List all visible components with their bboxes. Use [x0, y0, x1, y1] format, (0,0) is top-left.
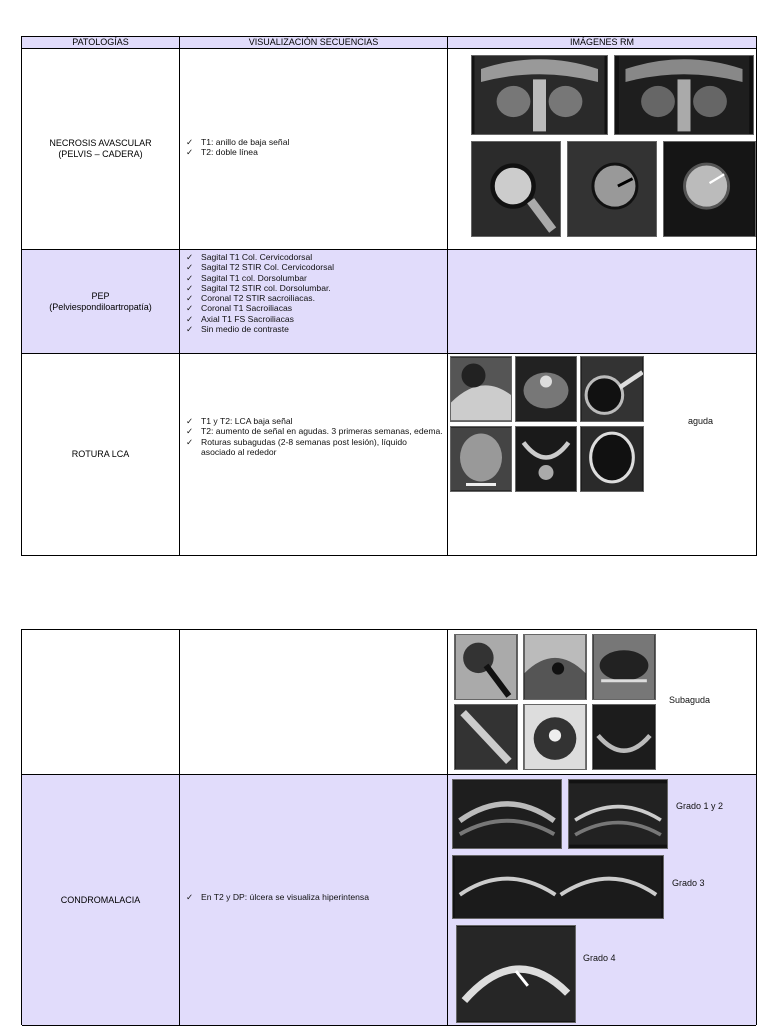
mri-image — [523, 704, 587, 770]
pathology-condromalacia — [22, 775, 180, 1025]
sequences-necrosis — [180, 49, 448, 249]
mri-image — [568, 779, 668, 849]
list-item: ✓ Axial T1 FS Sacroiliacas — [186, 314, 443, 324]
mri-image — [592, 704, 656, 770]
mri-image — [580, 426, 644, 492]
necrosis-title: NECROSIS AVASCULAR — [49, 138, 152, 148]
row-pep — [22, 250, 756, 354]
label-subaguda: Subaguda — [669, 695, 711, 705]
list-item: ✓ Coronal T2 STIR sacroiliacas. — [186, 293, 443, 303]
header-visualizacion: VISUALIZACIÓN SECUENCIAS — [180, 37, 448, 48]
row-necrosis-avascular — [22, 49, 756, 250]
list-item: ✓ Sagital T1 Col. Cervicodorsal — [186, 252, 443, 262]
lca-title: ROTURA LCA — [71, 449, 130, 459]
pep-subtitle: (Pelviespondiloartropatía) — [49, 301, 152, 312]
table-page-2 — [21, 629, 757, 1025]
mri-image — [452, 779, 562, 849]
mri-image — [450, 356, 512, 422]
list-item: ✓ T2: aumento de señal en agudas. 3 primeras semanas, edema. — [186, 426, 443, 436]
mri-image — [450, 426, 512, 492]
list-item: ✓ Coronal T1 Sacroiliacas — [186, 303, 443, 313]
row-condromalacia — [22, 775, 756, 1026]
images-necrosis — [448, 49, 756, 249]
list-item: ✓ Sagital T2 STIR col. Dorsolumbar. — [186, 283, 443, 293]
necrosis-subtitle: (PELVIS – CADERA) — [58, 149, 143, 159]
images-pep — [448, 250, 756, 353]
mri-image — [456, 925, 576, 1023]
mri-image — [567, 141, 657, 237]
mri-image — [580, 356, 644, 422]
sequences-empty — [180, 630, 448, 774]
sequences-condromalacia — [180, 775, 448, 1025]
list-item: ✓ Sagital T1 col. Dorsolumbar — [186, 273, 443, 283]
mri-image — [454, 634, 518, 700]
sequences-pep — [180, 250, 448, 353]
table-page-1 — [21, 36, 757, 556]
list-item: ✓ T2: doble línea — [186, 147, 443, 157]
row-rotura-lca — [22, 354, 756, 555]
list-item: ✓ Sin medio de contraste — [186, 324, 443, 334]
mri-image — [454, 704, 518, 770]
list-item: ✓ Roturas subagudas (2-8 semanas post lesión), líquido asociado al rededor — [186, 437, 443, 458]
pathology-lca — [22, 354, 180, 555]
images-condromalacia — [448, 775, 756, 1025]
condromalacia-title: CONDROMALACIA — [60, 894, 141, 905]
mri-image — [452, 855, 664, 919]
mri-image — [523, 634, 587, 700]
mri-image — [614, 55, 754, 135]
header-patologias: PATOLOGÍAS — [22, 37, 180, 48]
mri-image — [471, 55, 608, 135]
mri-image — [471, 141, 561, 237]
label-grado-4: Grado 4 — [583, 953, 616, 963]
label-grado-1-2: Grado 1 y 2 — [676, 801, 724, 811]
mri-image — [663, 141, 756, 237]
pathology-pep — [22, 250, 180, 353]
label-aguda: aguda — [688, 416, 714, 426]
list-item: ✓ T1: anillo de baja señal — [186, 137, 443, 147]
table-header — [22, 37, 756, 49]
row-rotura-lca-continued — [22, 630, 756, 775]
label-grado-3: Grado 3 — [672, 878, 705, 888]
pep-title: PEP — [91, 290, 110, 301]
list-item: ✓ En T2 y DP: úlcera se visualiza hiperintensa — [186, 892, 443, 902]
list-item: ✓ Sagital T2 STIR Col. Cervicodorsal — [186, 262, 443, 272]
images-lca-subaguda — [448, 630, 756, 774]
pathology-necrosis — [22, 49, 180, 249]
pathology-empty — [22, 630, 180, 774]
mri-image — [515, 356, 577, 422]
images-lca — [448, 354, 756, 555]
header-imagenes: IMÁGENES RM — [569, 37, 634, 47]
list-item: ✓ T1 y T2: LCA baja señal — [186, 416, 443, 426]
sequences-lca — [180, 354, 448, 555]
mri-image — [515, 426, 577, 492]
mri-image — [592, 634, 656, 700]
